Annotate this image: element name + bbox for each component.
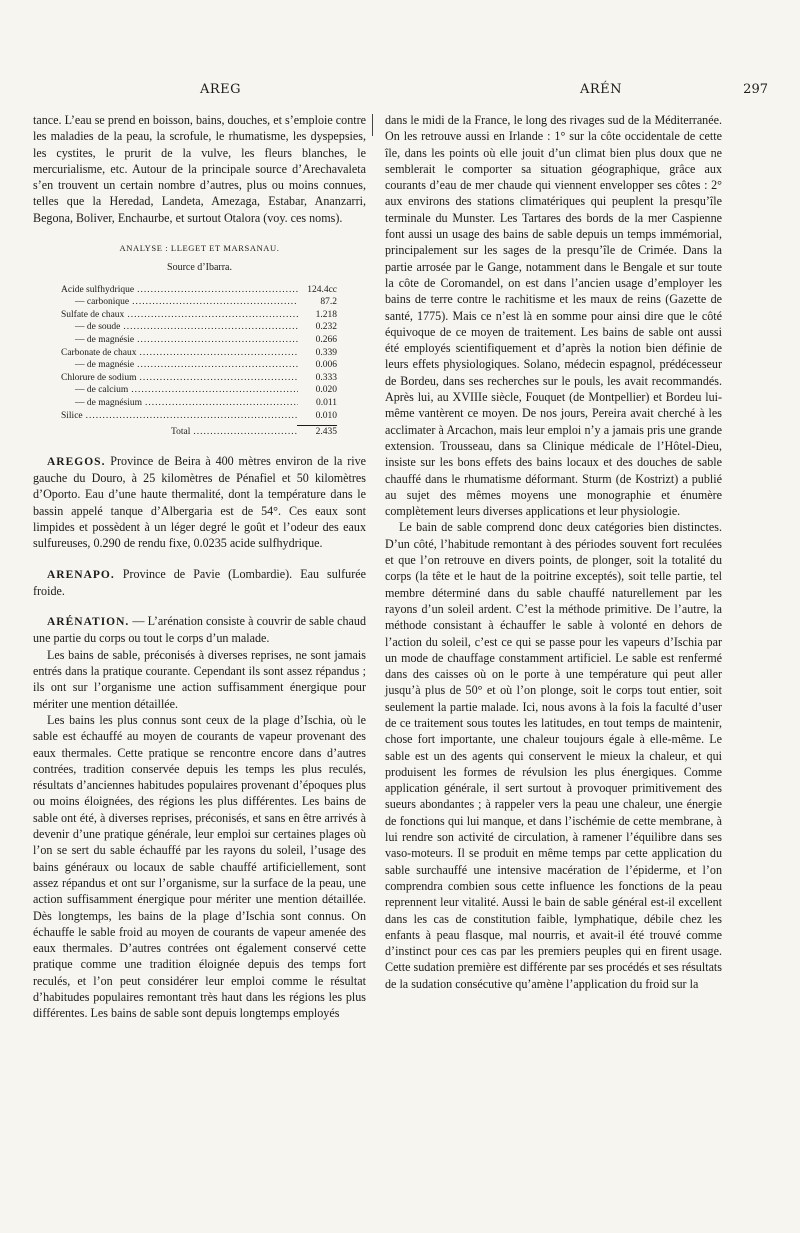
body-paragraph: Les bains les plus connus sont ceux de la plage d’Ischia, où le sable est échauffé au moyen de courants de vapeur provenant des eaux thermales. Cette pratique se rencontre encore dans d’autres contrées, tradition conservée depuis les temps les plus reculés, résultats d’anciennes habitudes populaires provenant d’époques plus ou moins éloignées, des régions les plus différentes. Les bains de sable ont été, à diverses reprises, préconisés, et sans en être arrivés à devenir d’une pratique générale, leur emploi sur certaines plages où l’on se sert du sable échauffé par les rayons du soleil, l’usage des bains généraux ou locaux de sable chauffé artificiellement, sont assez répandus et ont sur l’organisme, sur la surface de la peau, une action suffisamment énergique pour mériter une mention détaillée. Dès longtemps, les bains de la plage d’Ischia sont connus. On échauffe le sable froid au moyen de courants de vapeur amenée des eaux thermales. D’autres contrées ont également conservé cette pratique comme une tradition éloignée depuis des temps fort reculés, et l’on peut considérer leur emploi comme le résultat d’habitudes populaires remontant très haut dans les régions les plus différentes. Les bains de sable sont depuis longtemps employés — [33, 712, 366, 1021]
compound-value: 0.266 — [315, 335, 337, 346]
compound-name: — carbonique — [75, 297, 130, 308]
analysis-row — [61, 296, 337, 309]
header-left-word: AREG — [200, 82, 242, 97]
leader-dots — [145, 397, 298, 410]
compound-value: 0.339 — [315, 347, 337, 358]
compound-name: Chlorure de sodium — [61, 372, 137, 383]
headword: ARENAPO. — [47, 568, 115, 581]
analysis-row — [61, 397, 337, 410]
analysis-row — [61, 284, 337, 297]
analysis-title: ANALYSE : LLEGET ET MARSANAU. — [119, 243, 280, 254]
compound-value: 124.4cc — [307, 284, 337, 295]
compound-name: — de soude — [75, 322, 121, 333]
leader-dots — [131, 384, 298, 397]
entry-aregos — [33, 453, 366, 552]
analysis-rows — [33, 284, 366, 423]
analysis-row — [61, 359, 337, 372]
page-number: 297 — [743, 82, 768, 97]
analysis-total-row — [61, 426, 337, 439]
compound-value: 1.218 — [315, 309, 337, 320]
compound-name: — de calcium — [75, 385, 129, 396]
compound-value: 0.010 — [315, 410, 337, 421]
headword: ARÉNATION. — [47, 616, 130, 629]
compound-value: 0.006 — [315, 360, 337, 371]
analysis-row — [61, 384, 337, 397]
headword: AREGOS. — [47, 455, 106, 468]
leader-dots — [127, 309, 298, 322]
total-label: Total — [171, 427, 191, 438]
analysis-row — [61, 372, 337, 385]
body-paragraph: Le bain de sable comprend donc deux catégories bien distinctes. D’un côté, l’habitude remontant à des périodes souvent fort reculées et que l’on retrouve en divers points, de plonger, soit la totalité du corps (la tête et le haut de la poitrine exceptés), soit telle partie, tel membre déterminé dans du sable chauffé naturellement par les rayons d’un soleil ardent. C’est la méthode primitive. De l’autre, la méthode consistant à échauffer le sable à volonté en dehors de l’action du soleil, c’est ce qui se passe pour les vapeurs d’Ischia par un mode de chauffage constamment artificiel. Le sable est renfermé dans des caisses où on le porte à une température qui peut aller jusqu’à plus de 50° et où l’on plonge, soit le corps tout entier, soit seulement la partie malade. Ici, nous avons à la fois la faculté d’user de ce traitement sous toutes les latitudes, en tout temps de maintenir, chose fort importante, une chaleur toujours égale à elle-même. Le sable est un des agents qui conservent le mieux la chaleur, et qui produisent les formes de révulsion les plus énergiques. Comme application générale, il sert surtout à provoquer primitivement des sueurs abondantes ; à rappeler vers la peau une chaleur, une énergie de fonctions qui lui manque, et dans l’ischémie de cette membrane, à lui rendre son activité de circulation, à ramener l’équilibre dans ses vaso-moteurs. Il se produit en même temps par cette application du sable surchauffé une intensive macération de l’épiderme, et l’on comprendra combien sous cette influence les fonctions de la peau reprennent leur vitalité. Aussi le bain de sable général est-il excellent dans les cas de constitution faible, lymphatique, débile chez les enfants à peau flasque, mal nourris, et avait-il été trouvé comme d’instinct pour ces cas par les premiers peuples qui en firent usage. Cette sudation première est différente par ses procédés et ses résultats de la sudation consécutive qu’amène l’application du froid sur la — [385, 520, 722, 991]
header-center-word: ARÉN — [580, 82, 623, 97]
entry-text: Province de Pavie (Lombardie). Eau sulfurée froide. — [33, 566, 366, 598]
body-paragraph: Les bains de sable, préconisés à diverses reprises, ne sont jamais entrés dans la pratique courante. Cependant ils sont assez répandus ; ils ont sur l’organisme une action suffisamment énergique pour mériter une mention détaillée. — [33, 647, 366, 711]
body-paragraph: dans le midi de la France, le long des rivages sud de la Méditerranée. On les retrouve aussi en Irlande : 1° sur la côte occidentale de cette île, dans les points où elle jouit d’un climat bien plus doux que ne semblerait le comporter sa situation géographique, grâce aux courants d’eau de mer chaude qui viennent envelopper ses côtes : 2° aux environs des stations climatériques qui peuplent la presqu’île terminale du Munster. Les Tartares des bords de la mer Caspienne font aussi un usage des bains de sable depuis un temps immémorial, principalement sur les sages de la presqu’île de Crimée. Dans la partie arrosée par le Gange, notamment dans le Bengale et sur toute la côte de Coromandel, on est dans l’ancien usage d’employer les bains de terre contre le rachitisme et les maux de reins (Gazette de santé, 1775). Mais ce n’est là en somme pour ainsi dire que le côté équivoque de ce moyen de traitement. Les bains de sable ont aussi été employés scientifiquement et d’après la notion bien définie de leurs effets physiologiques. Solano, médecin espagnol, prédécesseur de Bordeu, dans ses recherches sur le pouls, les avait recommandés. Après lui, au XVIIIe siècle, Fouquet (de Montpellier) et Bordeu lui-même vantèrent ce moyen. De nos jours, Pereira avait cherché à les acclimater à Arcachon, mais leur emploi n’y a jamais pris une grande extension. Trousseau, dans sa Clinique médicale de l’Hôtel-Dieu, insiste sur les bons effets des bains locaux et des douches de sable chauffé dans le rhumatisme déformant. Sturm (de Kostrizt) a publié au sujet des mêmes moyens une monographie et énumère complètement leurs diverses applications et leur physiologie. — [385, 113, 722, 519]
entry-arenation — [33, 613, 366, 647]
total-value: 2.435 — [315, 427, 337, 438]
compound-value: 0.011 — [315, 398, 337, 409]
left-column — [33, 112, 366, 1022]
analysis-row — [61, 321, 337, 334]
entry-text: — L’arénation consiste à couvrir de sable chaud une partie du corps ou tout le corps d’un malade. — [33, 614, 366, 646]
analysis-source: Source d’Ibarra. — [167, 262, 232, 274]
compound-name: Sulfate de chaux — [61, 309, 125, 320]
leader-dots — [132, 296, 298, 309]
running-header — [32, 82, 768, 102]
compound-name: Acide sulfhydrique — [61, 284, 135, 295]
leader-dots — [86, 410, 298, 423]
analysis-row — [61, 347, 337, 360]
leader-dots — [123, 321, 298, 334]
leader-dots — [137, 284, 298, 297]
analysis-row — [61, 309, 337, 322]
compound-name: — de magnésium — [75, 398, 143, 409]
right-column — [385, 112, 722, 992]
compound-name: — de magnésie — [75, 335, 135, 346]
compound-value: 87.2 — [320, 297, 337, 308]
analysis-table — [33, 240, 366, 439]
compound-name: — de magnésie — [75, 360, 135, 371]
compound-name: Silice — [61, 410, 83, 421]
compound-value: 0.232 — [315, 322, 337, 333]
leader-dots — [137, 334, 298, 347]
leader-dots — [137, 359, 298, 372]
column-divider — [372, 114, 373, 136]
entry-text: Province de Beira à 400 mètres environ de la rive gauche du Douro, à 25 kilomètres de Pénafiel et 50 kilomètres d’Oporto. Eau d’une haute thermalité, dont la température dans le bassin appelé tanque d’Albergaria est de 54°. Ces eaux sont limpides et possèdent à un léger degré le goût et l’odeur des eaux sulfureuses, 0.290 de rendu fixe, 0.0235 acide sulfhydrique. — [33, 453, 366, 551]
analysis-row — [61, 410, 337, 423]
compound-value: 0.020 — [315, 385, 337, 396]
leader-dots — [193, 426, 298, 439]
analysis-row — [61, 334, 337, 347]
leader-dots — [139, 347, 298, 360]
compound-name: Carbonate de chaux — [61, 347, 137, 358]
intro-paragraph: tance. L’eau se prend en boisson, bains, douches, et s’emploie contre les maladies de la peau, la scrofule, le rhumatisme, les dyspepsies, les cystites, le prurit de la vulve, les fleurs blanches, le mercurialisme, etc. Autour de la principale source d’Arechavaleta s’en trouvent un certain nombre d’autres, plus ou moins connues, telles que la Heredad, Landeta, Amezaga, Estabar, Ananzarri, Begona, Boliver, Enchaurbe, et surtout Otalora (voy. ces noms). — [33, 113, 366, 225]
compound-value: 0.333 — [315, 372, 337, 383]
leader-dots — [139, 372, 298, 385]
entry-arenapo — [33, 566, 366, 600]
